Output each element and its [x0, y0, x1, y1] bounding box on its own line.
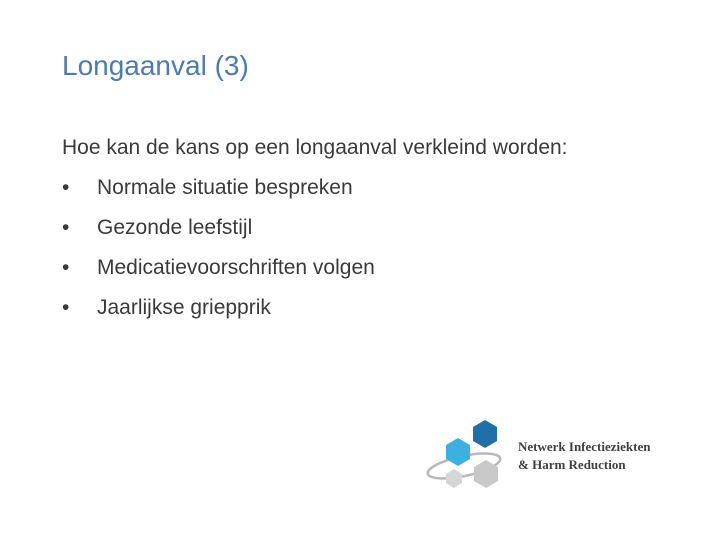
- bullet-symbol: •: [62, 216, 70, 239]
- hexagon-logo-icon: [424, 414, 518, 498]
- bullet-symbol: •: [62, 176, 70, 199]
- bullet-item: [62, 288, 712, 328]
- bullet-text: Jaarlijkse griepprik: [97, 296, 271, 319]
- intro-text: Hoe kan de kans op een longaanval verkleind worden:: [62, 136, 568, 159]
- slide-content: [62, 128, 712, 328]
- organization-logo: [424, 414, 694, 498]
- bullet-text: Normale situatie bespreken: [97, 176, 353, 199]
- slide-title: Longaanval (3): [62, 50, 249, 81]
- bullet-text: Gezonde leefstijl: [97, 216, 253, 239]
- bullet-symbol: •: [62, 256, 70, 279]
- logo-line-1: Netwerk Infectieziekten: [518, 439, 651, 454]
- bullet-item: [62, 168, 712, 208]
- logo-line-2: & Harm Reduction: [518, 457, 626, 472]
- bullet-item: [62, 208, 712, 248]
- bullet-text: Medicatievoorschriften volgen: [97, 256, 375, 279]
- bullet-list: [62, 168, 712, 328]
- bullet-item: [62, 248, 712, 288]
- bullet-symbol: •: [62, 296, 70, 319]
- logo-wordmark: [518, 438, 650, 474]
